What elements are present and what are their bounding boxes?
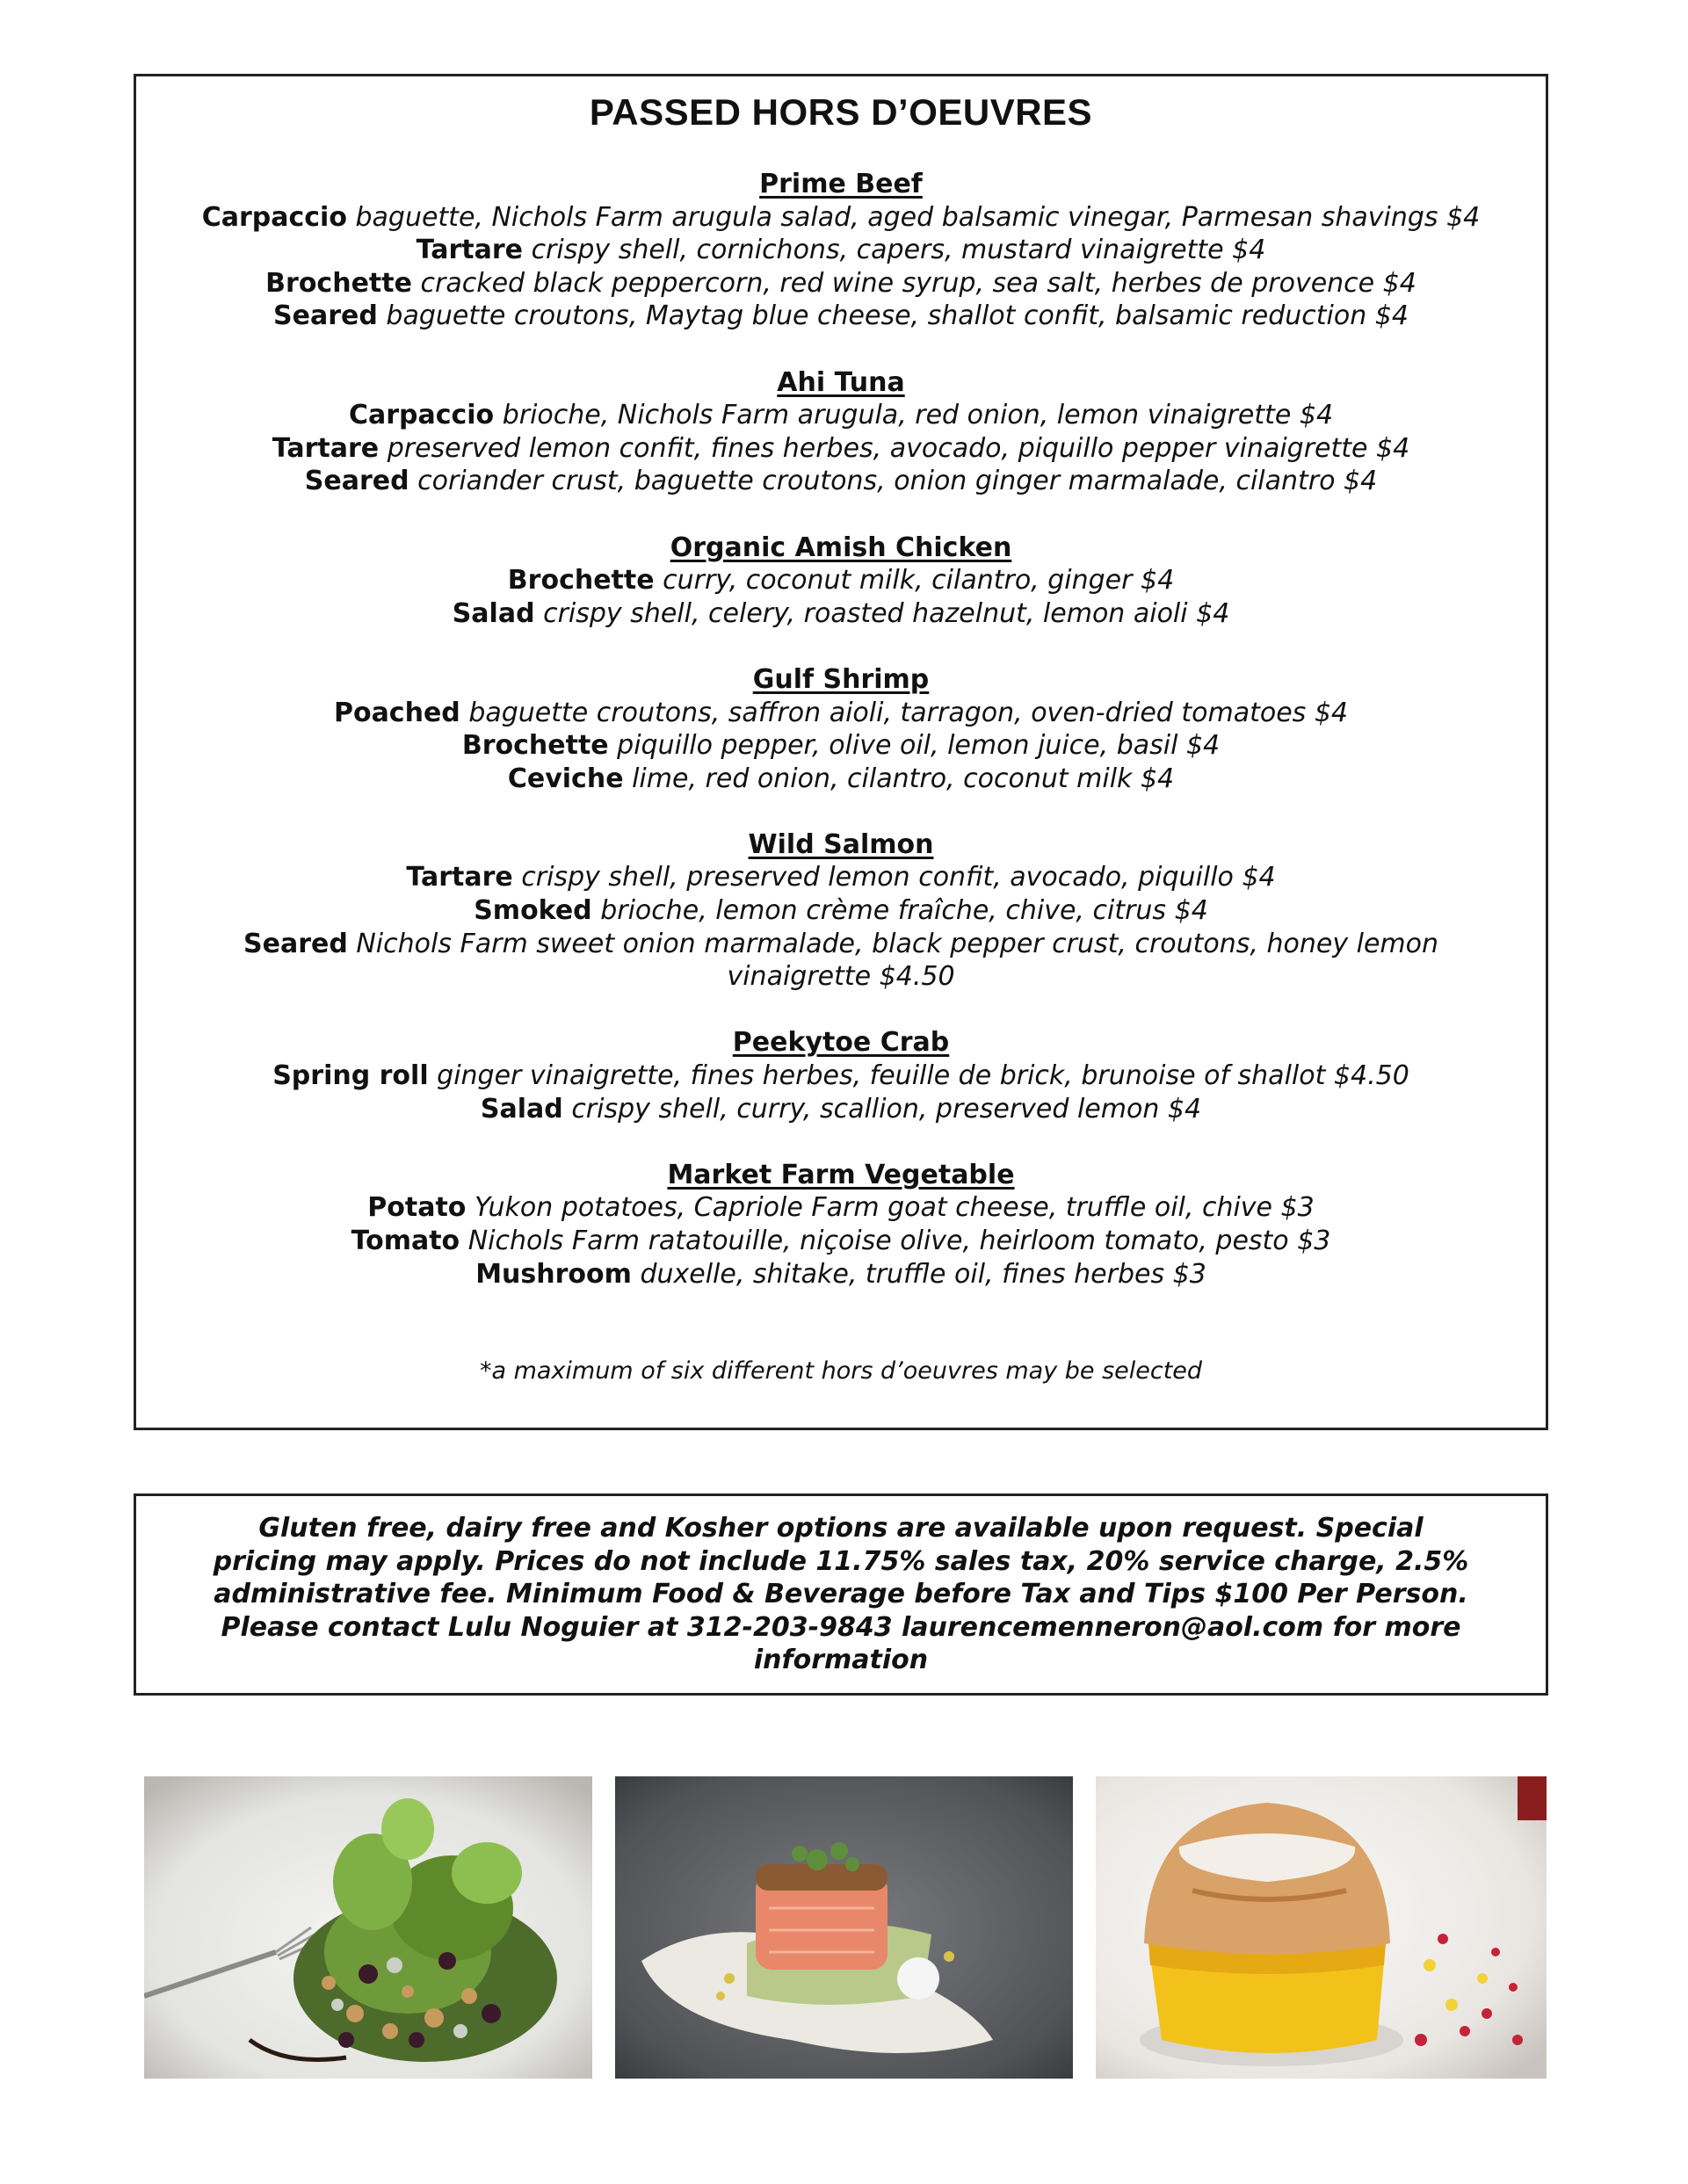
- menu-item: [136, 861, 1546, 894]
- menu-item-description: ginger vinaigrette, fines herbes, feuille de brick, brunoise of shallot: [428, 1060, 1326, 1092]
- menu-section: [136, 366, 1546, 498]
- menu-item: [136, 597, 1546, 631]
- menu-section: [136, 168, 1546, 333]
- menu-item-price: $4: [1223, 235, 1266, 266]
- menu-title: PASSED HORS D’OEUVRES: [589, 91, 1093, 133]
- menu-item: [136, 234, 1546, 267]
- section-heading: Organic Amish Chicken: [670, 532, 1012, 563]
- menu-item-name: Brochette: [507, 565, 655, 597]
- menu-item-name: Tartare: [416, 235, 524, 266]
- menu-item: [136, 432, 1546, 466]
- menu-item: [136, 399, 1546, 432]
- menu-item-description: baguette croutons, saffron aioli, tarragon, oven-dried tomatoes: [460, 697, 1307, 728]
- menu-item-name: Smoked: [474, 895, 592, 927]
- section-heading: Wild Salmon: [748, 828, 934, 860]
- menu-item-price: $4: [1306, 697, 1349, 728]
- menu-item-description: baguette croutons, Maytag blue cheese, shallot confit, balsamic reduction: [377, 300, 1367, 332]
- menu-item: [136, 300, 1546, 333]
- menu-section: [136, 1159, 1546, 1291]
- menu-item: [136, 1191, 1546, 1225]
- menu-item-price: $3: [1272, 1192, 1315, 1224]
- menu-item-price: $4: [1132, 763, 1175, 794]
- menu-item: [136, 894, 1546, 928]
- menu-item-name: Seared: [304, 466, 409, 497]
- info-box: [134, 1493, 1548, 1696]
- section-heading: Gulf Shrimp: [752, 663, 930, 695]
- menu-item-name: Carpaccio: [201, 201, 347, 233]
- menu-item: [136, 1059, 1546, 1093]
- menu-item-name: Brochette: [461, 730, 609, 762]
- menu-item-name: Brochette: [265, 267, 412, 299]
- salad-photo: [144, 1776, 592, 2079]
- menu-item-description: curry, coconut milk, cilantro, ginger: [654, 565, 1133, 597]
- menu-item-price: $4: [1291, 400, 1334, 431]
- menu-item-price: $4: [1438, 201, 1481, 233]
- menu-item-price: $4: [1159, 1093, 1202, 1125]
- menu-item-name: Spring roll: [272, 1060, 429, 1092]
- menu-item: [136, 465, 1546, 498]
- menu-item-description: crispy shell, celery, roasted hazelnut, lemon aioli: [534, 597, 1188, 629]
- menu-item-description: cracked black peppercorn, red wine syrup, sea salt, herbes de provence: [411, 267, 1375, 299]
- menu-item: [136, 1258, 1546, 1291]
- menu-item-name: Seared: [273, 300, 378, 332]
- menu-item-name: Tartare: [406, 862, 513, 893]
- dessert-photo: [1096, 1776, 1547, 2079]
- menu-item: [136, 697, 1546, 730]
- menu-item: [136, 564, 1546, 597]
- menu-item-price: $4.50: [1325, 1060, 1409, 1092]
- menu-item-description: crispy shell, curry, scallion, preserved lemon: [562, 1093, 1160, 1125]
- menu-item-price: $4: [1374, 267, 1416, 299]
- menu-item-price: $3: [1288, 1226, 1331, 1256]
- menu-item: [136, 729, 1546, 763]
- menu-item-name: Carpaccio: [348, 400, 495, 431]
- menu-item-name: Tomato: [351, 1226, 460, 1256]
- menu-item-name: Salad: [452, 597, 535, 629]
- menu-item-description: duxelle, shitake, truffle oil, fines herbes: [631, 1258, 1165, 1290]
- menu-item-price: $4: [1177, 730, 1221, 762]
- menu-item: [136, 267, 1546, 300]
- menu-item: [136, 928, 1546, 994]
- menu-item: [136, 763, 1546, 796]
- menu-section: [136, 663, 1546, 795]
- salmon-photo: [615, 1776, 1073, 2079]
- section-heading: Market Farm Vegetable: [667, 1159, 1015, 1190]
- menu-item-price: $4: [1367, 432, 1410, 464]
- menu-item-price: $4: [1233, 862, 1276, 893]
- menu-item-description: Yukon potatoes, Capriole Farm goat cheese, truffle oil, chive: [466, 1192, 1272, 1224]
- menu-item-name: Potato: [367, 1192, 467, 1224]
- menu-section: [136, 532, 1546, 631]
- menu-item-name: Seared: [243, 928, 348, 959]
- menu-item-name: Poached: [333, 697, 460, 728]
- menu-item-name: Ceviche: [507, 763, 624, 794]
- menu-item: [136, 201, 1546, 235]
- menu-box: [134, 74, 1548, 1430]
- menu-item-description: coriander crust, baguette croutons, onion ginger marmalade, cilantro: [409, 466, 1336, 497]
- menu-item-description: Nichols Farm ratatouille, niçoise olive, heirloom tomato, pesto: [460, 1226, 1289, 1256]
- menu-item-description: crispy shell, cornichons, capers, mustard vinaigrette: [523, 235, 1224, 266]
- menu-item-description: preserved lemon confit, fines herbes, avocado, piquillo pepper vinaigrette: [379, 432, 1368, 464]
- section-heading: Peekytoe Crab: [732, 1027, 950, 1059]
- menu-item-price: $4: [1166, 895, 1208, 927]
- menu-item-description: crispy shell, preserved lemon confit, avocado, piquillo: [512, 862, 1234, 893]
- menu-item-price: $4: [1366, 300, 1409, 332]
- menu-item-price: $4: [1187, 597, 1230, 629]
- menu-item-description: piquillo pepper, olive oil, lemon juice, basil: [608, 730, 1178, 762]
- section-heading: Prime Beef: [759, 169, 923, 199]
- menu-item-description: Nichols Farm sweet onion marmalade, black pepper crust, croutons, honey lemon vinaigrette: [347, 928, 1438, 993]
- menu-item-description: brioche, lemon crème fraîche, chive, citrus: [591, 895, 1167, 927]
- menu-item-description: lime, red onion, cilantro, coconut milk: [623, 763, 1133, 794]
- menu-item-description: brioche, Nichols Farm arugula, red onion, lemon vinaigrette: [494, 400, 1292, 431]
- menu-item-price: $4: [1132, 565, 1175, 597]
- menu-item-price: $3: [1164, 1258, 1206, 1290]
- menu-item-price: $4.50: [871, 961, 955, 993]
- menu-item: [136, 1093, 1546, 1126]
- menu-item-description: baguette, Nichols Farm arugula salad, aged balsamic vinegar, Parmesan shavings: [346, 201, 1438, 233]
- menu-item-price: $4: [1335, 466, 1378, 497]
- menu-item: [136, 1225, 1546, 1258]
- footnote: *a maximum of six different hors d’oeuvres may be selected: [479, 1357, 1203, 1385]
- section-heading: Ahi Tuna: [777, 366, 905, 398]
- menu-item-name: Tartare: [272, 432, 380, 464]
- menu-sections: [136, 168, 1546, 1324]
- menu-section: [136, 1026, 1546, 1125]
- menu-section: [136, 828, 1546, 994]
- menu-item-name: Mushroom: [475, 1258, 632, 1290]
- info-text: Gluten free, dairy free and Kosher options are available upon request. Special pricing may apply. Prices do not include 11.75% sales tax, 20% service charge, 2.5% administrative fee. Minimum Food & Beverage before Tax and Tips $100 Per Person. Please contact Lulu Noguier at 312-203-9843 laurencemenneron@aol.com for more information: [213, 1513, 1469, 1676]
- menu-item-name: Salad: [480, 1093, 563, 1125]
